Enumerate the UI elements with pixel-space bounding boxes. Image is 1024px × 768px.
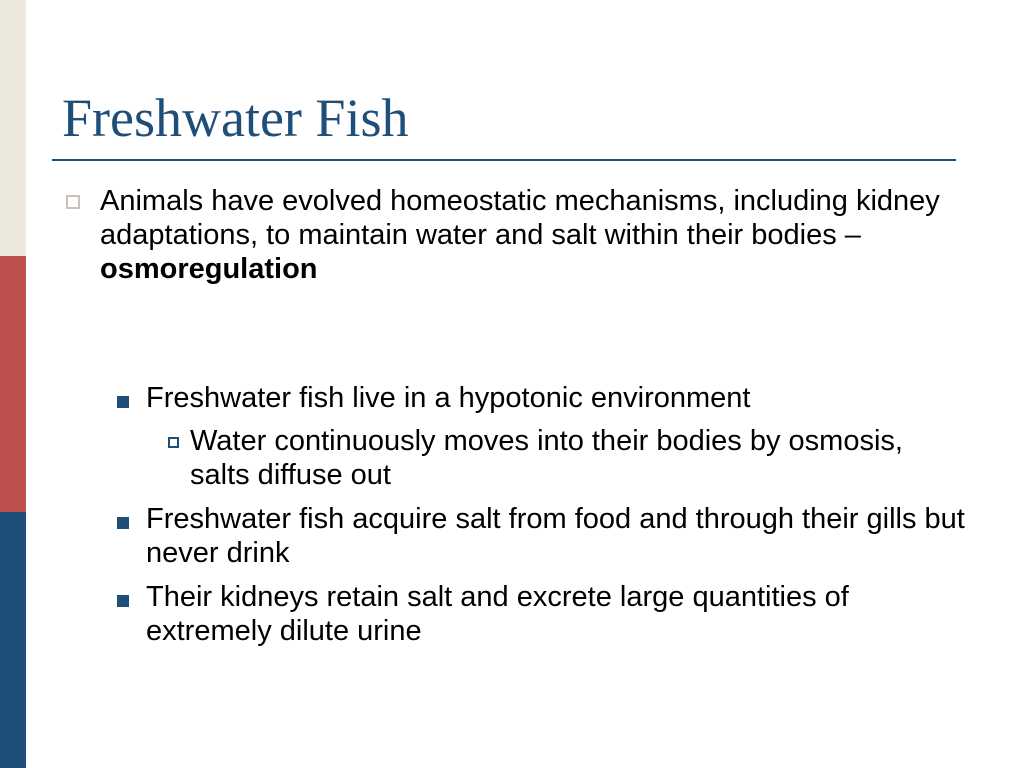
- decorative-stripe-cream: [0, 0, 26, 256]
- slide-title: Freshwater Fish: [62, 88, 409, 148]
- hollow-square-bullet-icon: [66, 195, 80, 209]
- sub-point: Freshwater fish live in a hypotonic environment: [146, 382, 751, 414]
- main-point-text: Animals have evolved homeostatic mechanisms, including kidney adaptations, to maintain water and salt within their bodies –: [100, 185, 940, 251]
- solid-square-bullet-icon: [117, 517, 129, 529]
- title-underline: [52, 159, 956, 161]
- solid-square-bullet-icon: [117, 595, 129, 607]
- sub-point: Freshwater fish acquire salt from food and through their gills but never drink: [146, 503, 965, 569]
- hollow-square-bullet-icon: [168, 437, 179, 448]
- solid-square-bullet-icon: [117, 396, 129, 408]
- sub-point: Their kidneys retain salt and excrete large quantities of extremely dilute urine: [146, 581, 849, 647]
- main-point: [100, 184, 970, 286]
- decorative-stripe-blue: [0, 512, 26, 768]
- decorative-stripe-red: [0, 256, 26, 512]
- nested-sub-point: Water continuously moves into their bodies by osmosis, salts diffuse out: [190, 425, 903, 491]
- main-point-bold-term: osmoregulation: [100, 253, 318, 285]
